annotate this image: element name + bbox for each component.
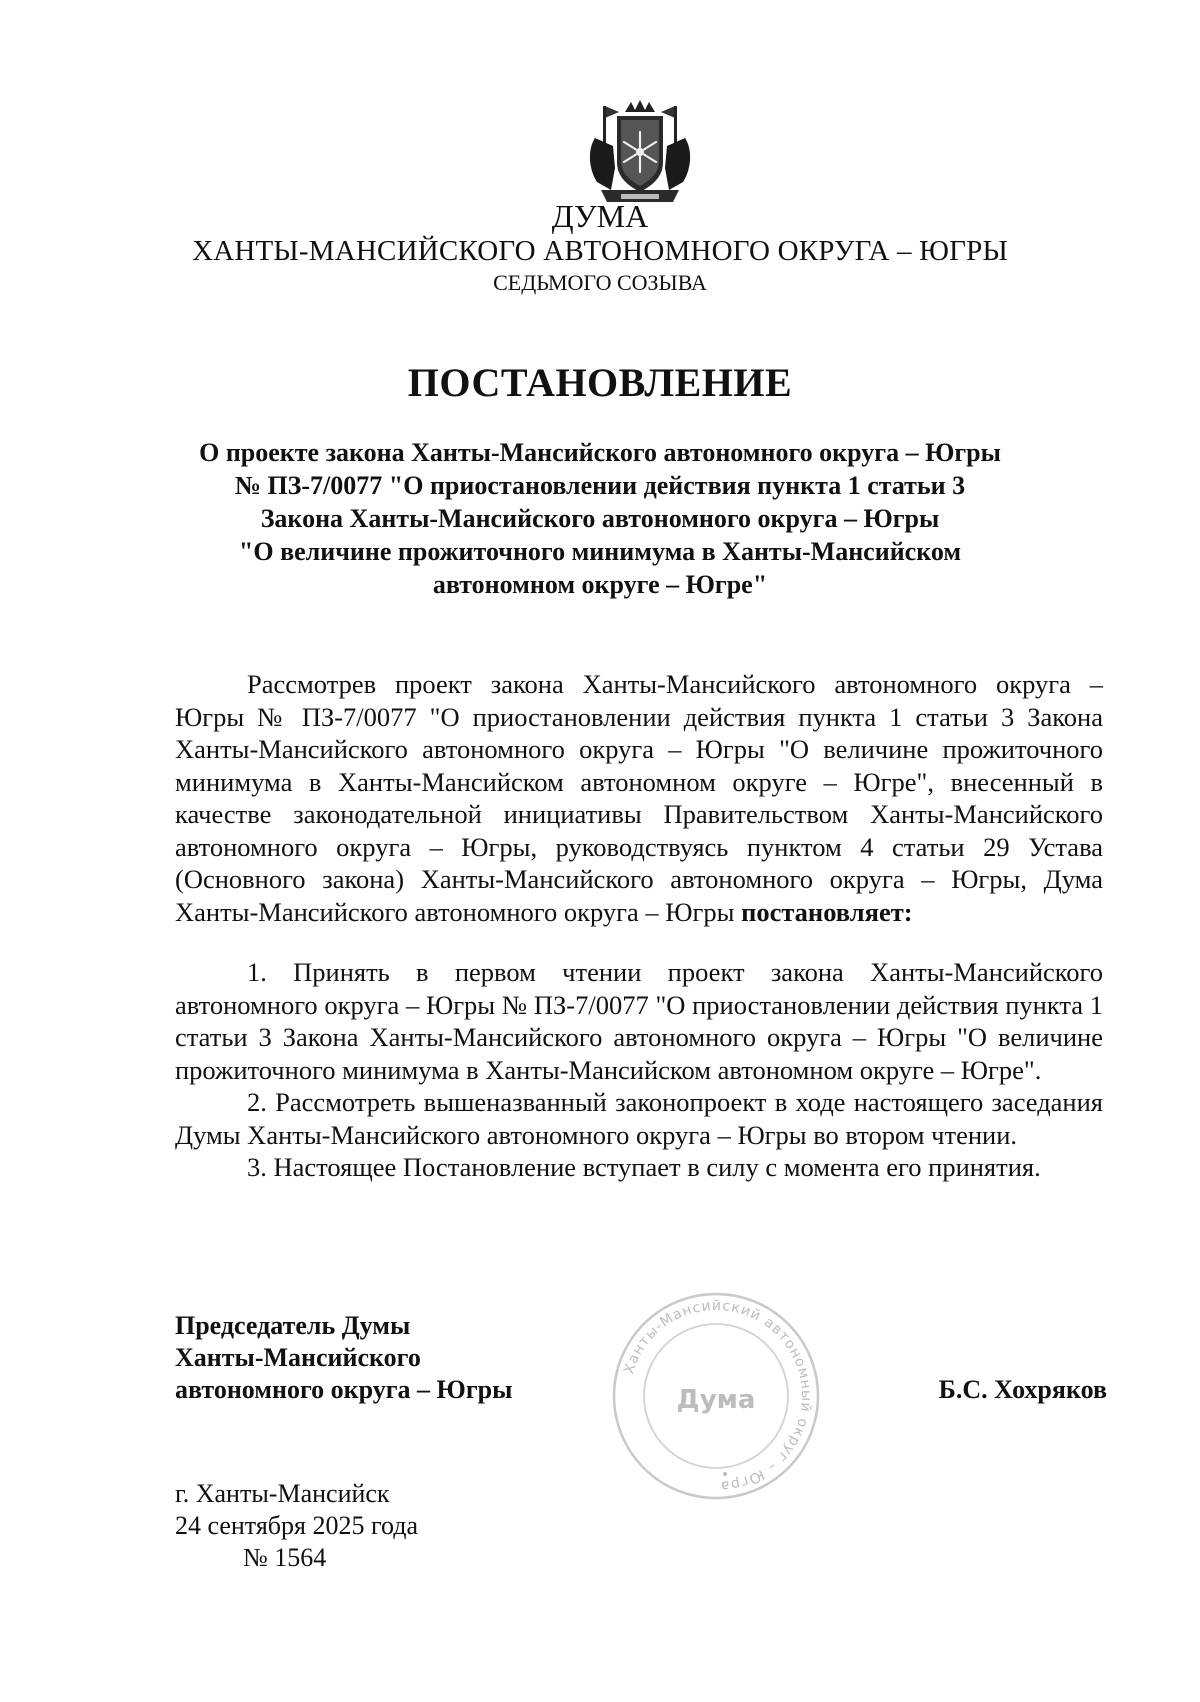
subject-line: "О величине прожиточного минимума в Ханты-Мансийском (238, 537, 962, 566)
signatory-title-line: автономного округа – Югры (175, 1375, 513, 1404)
subject-line: Закона Ханты-Мансийского автономного округа – Югры (260, 504, 940, 533)
document-type: ПОСТАНОВЛЕНИЕ (407, 360, 793, 405)
signatory-name: Б.С. Хохряков (938, 1375, 1107, 1404)
document-subject (170, 436, 1030, 601)
place-date-block (175, 1478, 418, 1574)
signatory-title-line: Ханты-Мансийского (175, 1343, 421, 1372)
subject-line: О проекте закона Ханты-Мансийского автономного округа – Югры (199, 438, 1001, 467)
subject-line: автономном округе – Югре" (432, 570, 768, 599)
org-title: ДУМА (551, 198, 649, 234)
preamble-text: Рассмотрев проект закона Ханты-Мансийского автономного округа – Югры № ПЗ-7/0077 "О приостановлении действия пункта 1 статьи 3 Закона Ханты-Мансийского автономного округа – Югры "О величине прожиточного минимума в Ханты-Мансийском автономном округе – Югре", внесенный в качестве законодательной инициативы Правительством Ханты-Мансийского автономного округа – Югры, руководствуясь пунктом 4 статьи 29 Устава (Основного закона) Ханты-Мансийского автономного округа – Югры, Дума Ханты-Мансийского автономного округа – Югры (175, 669, 1103, 927)
org-convocation: СЕДЬМОГО СОЗЫВА (493, 270, 707, 295)
stamp-ring-text: Ханты-Мансийский автономный округ – Югра (621, 1297, 815, 1495)
official-stamp (607, 1290, 825, 1502)
document-number: № 1564 (243, 1543, 327, 1572)
signatory-title-line: Председатель Думы (175, 1311, 411, 1340)
resolution-item: 3. Настоящее Постановление вступает в силу с момента его принятия. (247, 1152, 1041, 1182)
resolution-items (175, 956, 1103, 1184)
date: 24 сентября 2025 года (175, 1511, 419, 1540)
signatory-title (175, 1310, 512, 1406)
preamble-section (175, 668, 1103, 928)
resolves-word: постановляет: (741, 896, 913, 927)
org-subtitle: ХАНТЫ-МАНСИЙСКОГО АВТОНОМНОГО ОКРУГА – ЮГРЫ (192, 235, 1008, 267)
resolution-item: 1. Принять в первом чтении проект закона Ханты-Мансийского автономного округа – Югры № ПЗ-7/0077 "О приостановлении действия пункта 1 статьи 3 Закона Ханты-Мансийского автономного округа – Югры "О величине прожиточного минимума в Ханты-Мансийском автономном округе – Югре". (175, 957, 1103, 1085)
place: г. Ханты-Мансийск (175, 1479, 390, 1508)
coat-of-arms-icon (583, 98, 697, 208)
preamble-paragraph (175, 668, 1103, 928)
resolution-item: 2. Рассмотреть вышеназванный законопроект в ходе настоящего заседания Думы Ханты-Мансийского автономного округа – Югры во втором чтении. (175, 1087, 1103, 1150)
subject-line: № ПЗ-7/0077 "О приостановлении действия пункта 1 статьи 3 (234, 471, 966, 500)
stamp-center-text: Дума (676, 1385, 756, 1415)
